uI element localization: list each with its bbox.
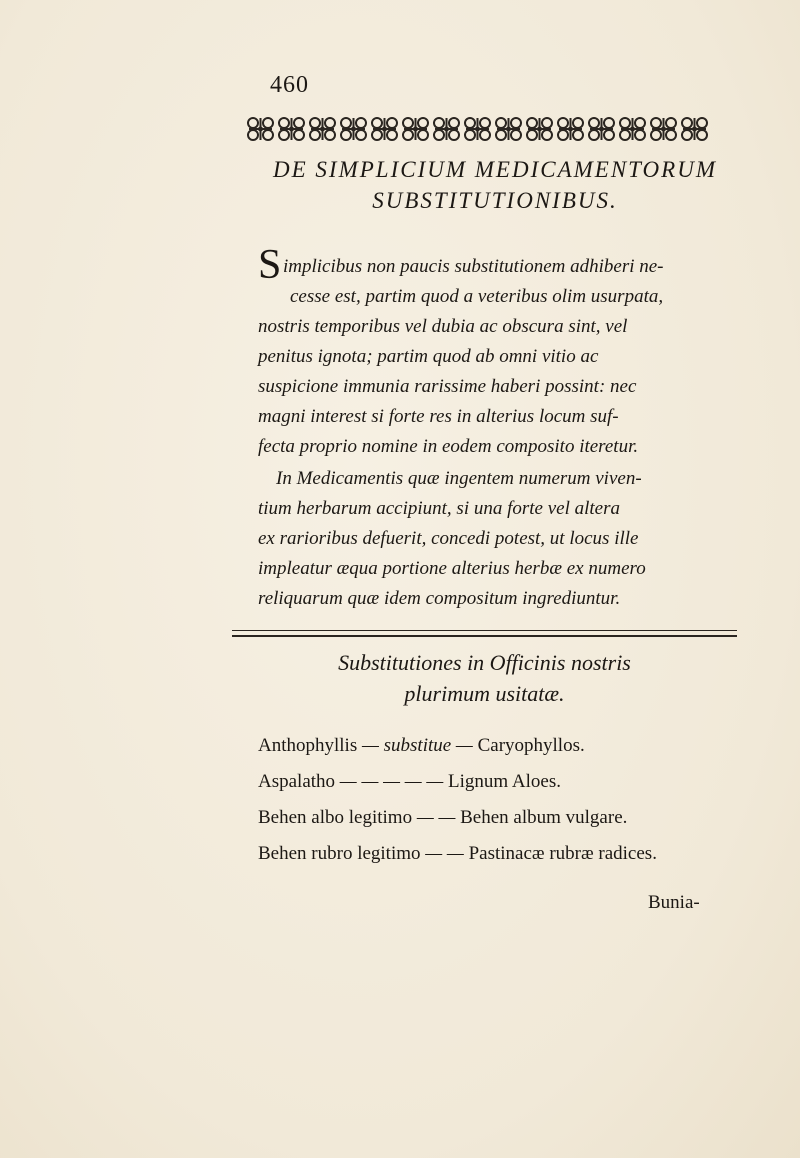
substitution-entry: [258, 735, 585, 757]
text-line: implicibus non paucis substitutionem adhiberi ne-: [283, 256, 664, 277]
text-line: suspicione immunia rarissime haberi possint: nec: [258, 376, 637, 397]
substitution-entry: [258, 771, 561, 793]
replacement-drug: Behen album vulgare.: [460, 807, 628, 828]
ornamental-border-band: [245, 112, 710, 146]
subheading-line-2: plurimum usitatæ.: [404, 681, 565, 706]
replacement-drug: Lignum Aloes.: [448, 771, 561, 792]
original-drug: Behen albo legitimo: [258, 807, 413, 828]
replacement-drug: Caryophyllos.: [477, 735, 585, 756]
substitution-entry: [258, 807, 627, 829]
text-line: cesse est, partim quod a veteribus olim usurpata,: [290, 286, 664, 307]
original-drug: Aspalatho: [258, 771, 336, 792]
catchword: Bunia-: [648, 892, 700, 913]
text-line: nostris temporibus vel dubia ac obscura sint, vel: [258, 316, 628, 337]
subheading-line-1: Substitutiones in Officinis nostris: [338, 650, 631, 675]
page-number: 460: [270, 72, 309, 98]
original-drug: Anthophyllis: [258, 735, 358, 756]
drop-capital: S: [258, 242, 282, 288]
connector: — — — — —: [339, 771, 444, 792]
connector: — —: [425, 843, 464, 864]
original-drug: Behen rubro legitimo: [258, 843, 421, 864]
connector: — —: [416, 807, 456, 828]
text-line: reliquarum quæ idem compositum ingrediuntur.: [258, 588, 621, 609]
text-line: impleatur æqua portione alterius herbæ ex numero: [258, 558, 646, 579]
section-divider-rule: [232, 630, 737, 637]
text-line: ex rarioribus defuerit, concedi potest, ut locus ille: [258, 528, 639, 549]
replacement-drug: Pastinacæ rubræ radices.: [468, 843, 657, 864]
text-line: penitus ignota; partim quod ab omni vitio ac: [258, 346, 599, 367]
chapter-title-line-1: DE SIMPLICIUM MEDICAMENTORUM: [273, 157, 717, 182]
connector: — substitue —: [361, 735, 473, 756]
text-line: In Medicamentis quæ ingentem numerum viven-: [276, 468, 642, 489]
text-line: tium herbarum accipiunt, si una forte vel altera: [258, 498, 621, 519]
substitution-entry: [258, 843, 657, 865]
text-line: fecta proprio nomine in eodem composito iteretur.: [258, 436, 639, 457]
text-line: magni interest si forte res in alterius locum suf-: [258, 406, 619, 427]
chapter-title-line-2: SUBSTITUTIONIBUS.: [372, 188, 618, 213]
